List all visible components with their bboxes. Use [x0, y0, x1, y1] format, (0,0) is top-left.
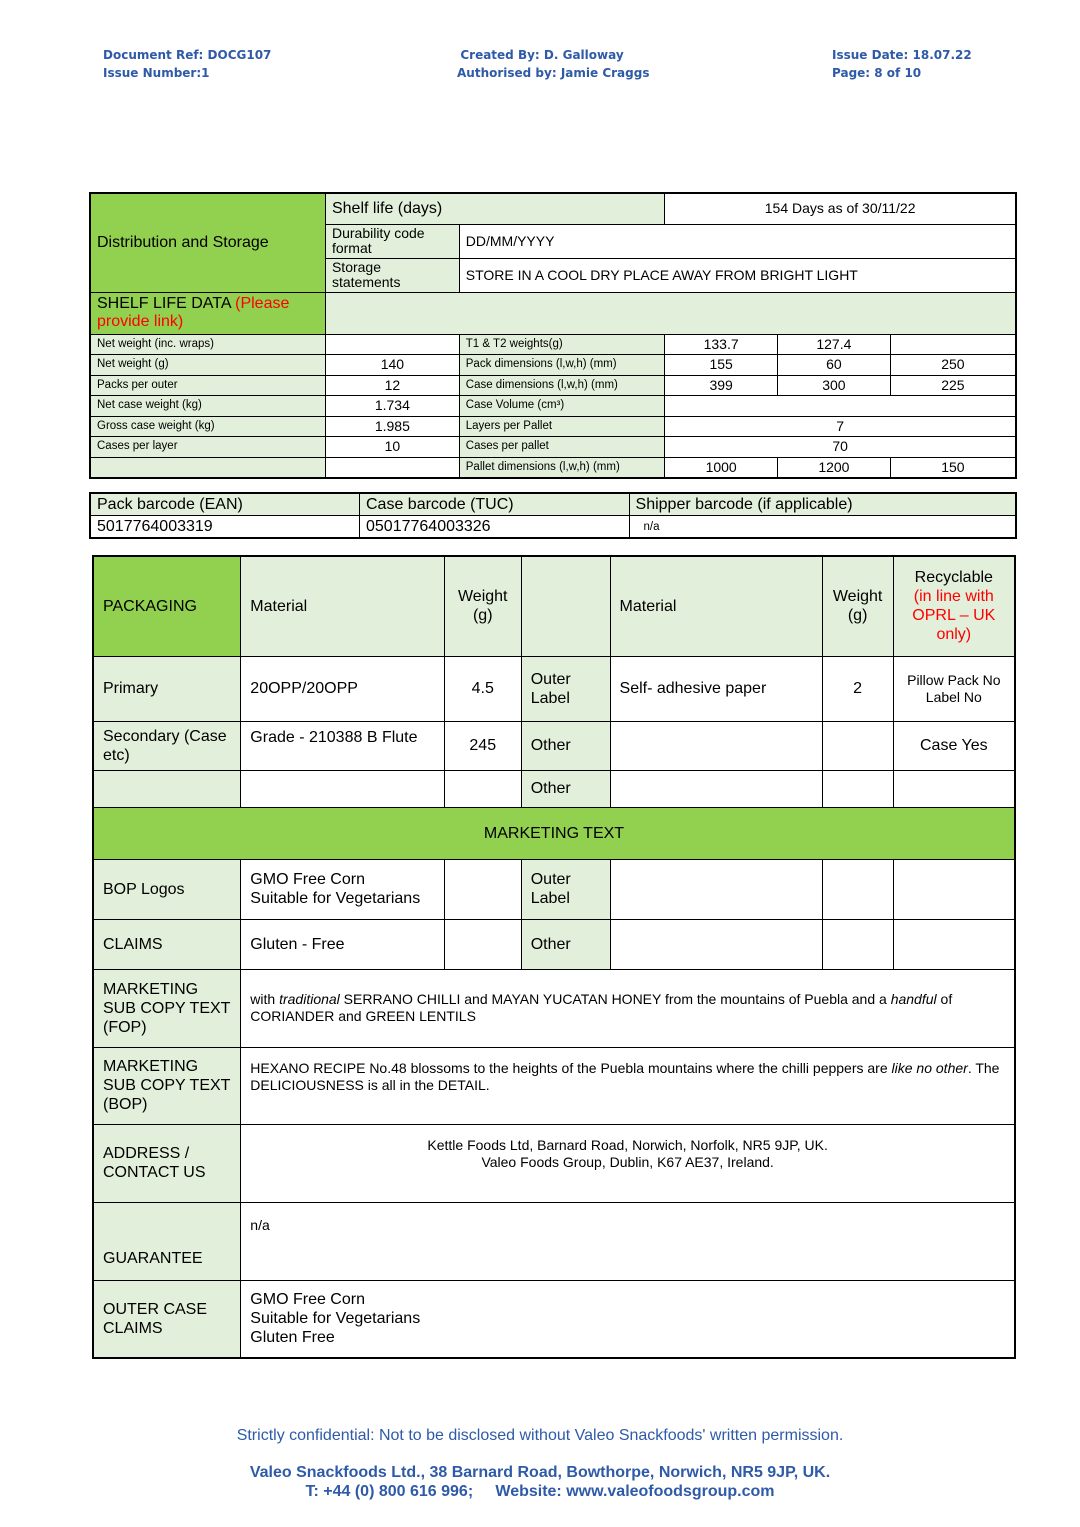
row-v1: 155: [665, 355, 778, 376]
row-value: 140: [325, 355, 459, 376]
table-row: [90, 457, 1016, 478]
other-label-2: Other: [521, 770, 610, 807]
claims-value: Gluten - Free: [241, 919, 444, 969]
row-label: [90, 457, 325, 478]
outer-case-label: OUTER CASE CLAIMS: [93, 1280, 241, 1358]
fop-text-italic: traditional: [279, 991, 340, 1007]
pack-barcode-label: Pack barcode (EAN): [90, 493, 360, 516]
outer-label-2: Outer Label: [521, 859, 610, 919]
fop-text: [241, 969, 1015, 1047]
shipper-barcode-label: Shipper barcode (if applicable): [629, 493, 1016, 516]
row-v2: 127.4: [778, 334, 891, 355]
header-right: [832, 46, 972, 82]
row-label-2: Case dimensions (l,w,h) (mm): [459, 375, 665, 396]
case-barcode-value: 05017764003326: [360, 516, 630, 539]
other-label: Other: [521, 721, 610, 770]
blank-cell: [893, 859, 1015, 919]
row-label: Gross case weight (kg): [90, 416, 325, 437]
row-value: 10: [325, 437, 459, 458]
row-v2: 1200: [778, 457, 891, 478]
issue-number: Issue Number:1: [103, 66, 210, 80]
barcode-table: [89, 492, 1017, 539]
table-row: [90, 416, 1016, 437]
row-label-2: Layers per Pallet: [459, 416, 665, 437]
secondary-weight: 245: [444, 721, 521, 770]
row-value: 12: [325, 375, 459, 396]
blank-cell: [822, 919, 893, 969]
bop-logos-label: BOP Logos: [93, 859, 241, 919]
row-label-2: T1 & T2 weights(g): [459, 334, 665, 355]
outer-weight: 2: [822, 656, 893, 721]
blank-cell: [444, 919, 521, 969]
page-number: Page: 8 of 10: [832, 66, 922, 80]
blank-cell: [241, 770, 444, 807]
guarantee-value: n/a: [241, 1202, 1015, 1280]
bop-text-part: . The DELICIOUSNESS is all in the DETAIL.: [250, 1059, 1000, 1093]
outer-material: Self- adhesive paper: [610, 656, 822, 721]
distribution-title: Distribution and Storage: [90, 193, 325, 292]
blank-cell: [893, 770, 1015, 807]
created-by: Created By: D. Galloway: [460, 48, 624, 62]
shelf-life-link: (Please provide link): [97, 295, 290, 330]
secondary-weight-2: [822, 721, 893, 770]
outer-label: Outer Label: [521, 656, 610, 721]
address-line: Valeo Foods Group, Dublin, K67 AE37, Ireland.: [481, 1153, 774, 1170]
table-row: [90, 396, 1016, 417]
fop-text-part: SERRANO CHILLI and MAYAN YUCATAN HONEY from the mountains of Puebla and a: [339, 991, 891, 1007]
table-row: [90, 355, 1016, 376]
row-v1: 133.7: [665, 334, 778, 355]
recyclable-header: [893, 556, 1015, 656]
marketing-title: MARKETING TEXT: [93, 807, 1015, 859]
header-center: [457, 46, 650, 82]
secondary-material-2: [610, 721, 822, 770]
doc-ref: Document Ref: DOCG107: [103, 48, 272, 62]
row-span-value: 70: [665, 437, 1016, 458]
outer-case-value: GMO Free Corn Suitable for Vegetarians Gluten Free: [241, 1280, 1015, 1358]
row-label: Net case weight (kg): [90, 396, 325, 417]
row-label: Cases per layer: [90, 437, 325, 458]
pack-barcode-value: 5017764003319: [90, 516, 360, 539]
primary-recyclable: Pillow Pack No Label No: [893, 656, 1015, 721]
footer-contact: T: +44 (0) 800 616 996; Website: www.valeofoodsgroup.com: [305, 1483, 775, 1500]
shelf-life-data: [90, 292, 325, 334]
blank-cell: [610, 770, 822, 807]
claims-label: CLAIMS: [93, 919, 241, 969]
fop-text-part: of CORIANDER and GREEN LENTILS: [250, 991, 953, 1024]
shelf-life-data-blank: [325, 292, 1016, 334]
packaging-table: [92, 555, 1016, 1359]
guarantee-label: GUARANTEE: [93, 1202, 241, 1280]
table-row: [90, 334, 1016, 355]
address-value: [241, 1124, 1015, 1202]
material-header-2: Material: [610, 556, 822, 656]
blank-cell: [610, 859, 822, 919]
storage-value: STORE IN A COOL DRY PLACE AWAY FROM BRIGHT LIGHT: [459, 258, 1016, 292]
blank-cell: [444, 859, 521, 919]
table-row: [90, 437, 1016, 458]
primary-weight: 4.5: [444, 656, 521, 721]
row-value: [325, 334, 459, 355]
shelf-life-data-label: SHELF LIFE DATA: [97, 295, 231, 312]
blank-header: [521, 556, 610, 656]
footer-confidential: Strictly confidential: Not to be disclosed without Valeo Snackfoods' written permission.: [236, 1427, 844, 1444]
row-v3: 150: [890, 457, 1016, 478]
blank-row-label: [93, 770, 241, 807]
distribution-table: [89, 192, 1017, 479]
authorised-by: Authorised by: Jamie Craggs: [457, 66, 650, 80]
bop-label: MARKETING SUB COPY TEXT (BOP): [93, 1047, 241, 1124]
fop-text-italic: handful: [890, 991, 937, 1007]
case-barcode-label: Case barcode (TUC): [360, 493, 630, 516]
shelf-life-label: Shelf life (days): [325, 193, 664, 224]
storage-label: Storage statements: [325, 258, 459, 292]
blank-cell: [610, 919, 822, 969]
row-v2: 60: [778, 355, 891, 376]
secondary-material: Grade - 210388 B Flute: [241, 721, 444, 770]
durability-value: DD/MM/YYYY: [459, 224, 1016, 258]
row-v1: 1000: [665, 457, 778, 478]
bop-text-part: HEXANO RECIPE No.48 blossoms to the heights of the Puebla mountains where the chilli peppers are: [250, 1059, 892, 1076]
row-span-value: 7: [665, 416, 1016, 437]
recyclable-note: (in line with OPRL – UK only): [912, 588, 996, 644]
row-v1: [665, 396, 1016, 417]
primary-label: Primary: [93, 656, 241, 721]
row-v3: [890, 334, 1016, 355]
row-label: Net weight (inc. wraps): [90, 334, 325, 355]
weight-header: Weight (g): [444, 556, 521, 656]
bop-text: [241, 1047, 1015, 1124]
row-label-2: Pack dimensions (l,w,h) (mm): [459, 355, 665, 376]
blank-cell: [893, 919, 1015, 969]
material-header: Material: [241, 556, 444, 656]
header-left: [103, 46, 271, 82]
secondary-recyclable: Case Yes: [893, 721, 1015, 770]
bop-logos-value: GMO Free Corn Suitable for Vegetarians: [241, 859, 444, 919]
blank-cell: [822, 859, 893, 919]
row-label-2: Pallet dimensions (l,w,h) (mm): [459, 457, 665, 478]
fop-text-part: with: [250, 991, 280, 1007]
row-value: 1.734: [325, 396, 459, 417]
row-label: Net weight (g): [90, 355, 325, 376]
row-v3: 225: [890, 375, 1016, 396]
recyclable-label: Recyclable: [914, 569, 993, 587]
row-v2: 300: [778, 375, 891, 396]
row-label-2: Case Volume (cm³): [459, 396, 665, 417]
row-value: [325, 457, 459, 478]
blank-cell: [444, 770, 521, 807]
secondary-label: Secondary (Case etc): [93, 721, 241, 770]
table-row: [90, 375, 1016, 396]
shelf-life-value: 154 Days as of 30/11/22: [665, 193, 1016, 224]
weight-header-2: Weight (g): [822, 556, 893, 656]
fop-label: MARKETING SUB COPY TEXT (FOP): [93, 969, 241, 1047]
blank-cell: [822, 770, 893, 807]
issue-date: Issue Date: 18.07.22: [832, 48, 972, 62]
shipper-barcode-value: n/a: [629, 516, 1016, 539]
row-v3: 250: [890, 355, 1016, 376]
row-label-2: Cases per pallet: [459, 437, 665, 458]
packaging-title: PACKAGING: [93, 556, 241, 656]
address-line: Kettle Foods Ltd, Barnard Road, Norwich, Norfolk, NR5 9JP, UK.: [427, 1136, 828, 1153]
durability-label: Durability code format: [325, 224, 459, 258]
row-value: 1.985: [325, 416, 459, 437]
row-v1: 399: [665, 375, 778, 396]
claims-other-label: Other: [521, 919, 610, 969]
primary-material: 20OPP/20OPP: [241, 656, 444, 721]
address-label: ADDRESS / CONTACT US: [93, 1124, 241, 1202]
bop-text-italic: like no other: [891, 1059, 968, 1076]
row-label: Packs per outer: [90, 375, 325, 396]
footer-company: Valeo Snackfoods Ltd., 38 Barnard Road, Bowthorpe, Norwich, NR5 9JP, UK.: [249, 1464, 831, 1481]
